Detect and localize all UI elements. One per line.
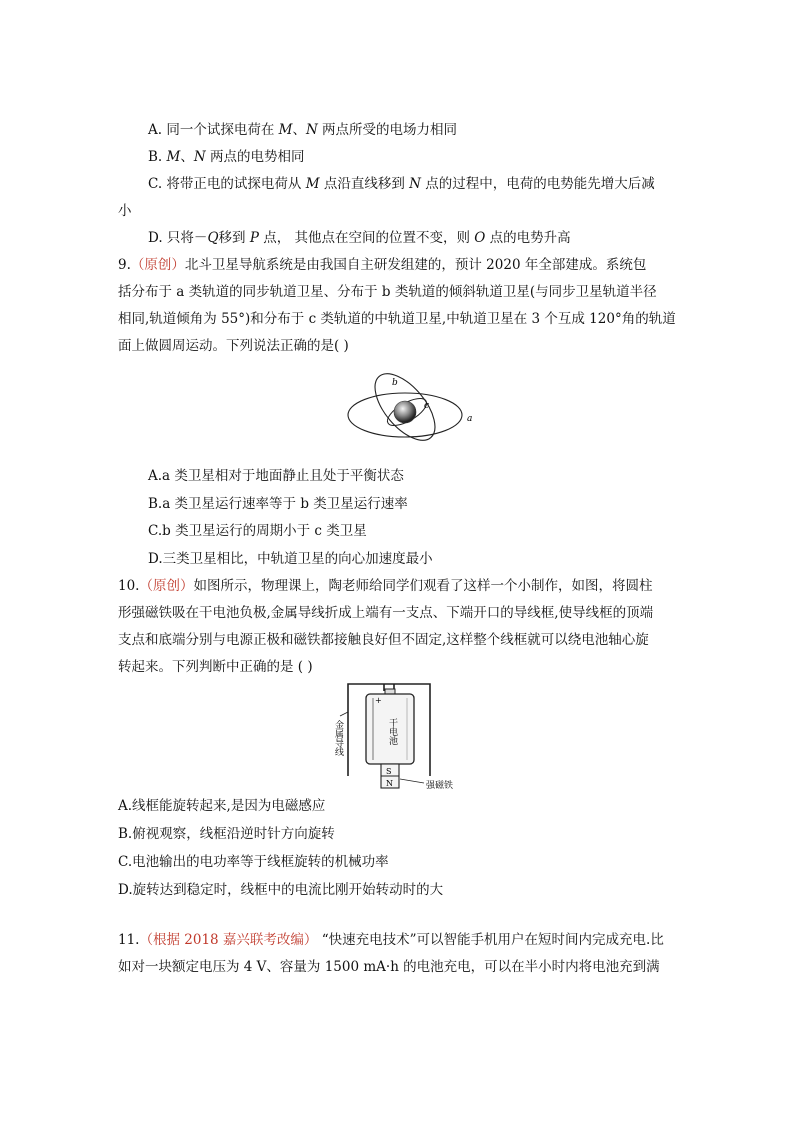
orbit-c-label: c	[424, 401, 430, 411]
q10-stem-line-4: 转起来。下列判断中正确的是 ( )	[118, 659, 313, 675]
q10-tag: （原创）	[139, 578, 194, 594]
q10-stem-line-1: 10.（原创）如图所示，物理课上，陶老师给同学们观看了这样一个小制作，如图，将圆柱	[118, 578, 653, 594]
q9-option-d: D.三类卫星相比，中轨道卫星的向心加速度最小	[148, 551, 433, 567]
q9-stem-line-3: 相同,轨道倾角为 55°)和分布于 c 类轨道的中轨道卫星,中轨道卫星在 3 个互成 120°角的轨道	[118, 311, 676, 327]
q10-number: 10.	[118, 578, 140, 594]
q10-option-c: C.电池输出的电功率等于线框旋转的机械功率	[118, 854, 389, 870]
q10-battery-figure	[326, 684, 486, 794]
q8-option-a: A. 同一个试探电荷在 M、N 两点所受的电场力相同	[148, 122, 458, 138]
q9-option-a: A.a 类卫星相对于地面静止且处于平衡状态	[148, 468, 404, 484]
q10-stem-line-2: 形强磁铁吸在干电池负极,金属导线折成上端有一支点、下端开口的导线框,使导线框的顶端	[118, 605, 654, 621]
positive-terminal: +	[375, 696, 382, 705]
q8-option-b: B. M、N 两点的电势相同	[148, 149, 305, 165]
q9-stem-line-1: 9.（原创）北斗卫星导航系统是由我国自主研发组建的，预计 2020 年全部建成。系统包	[118, 257, 647, 273]
q9-stem-line-2: 括分布于 a 类轨道的同步轨道卫星、分布于 b 类轨道的倾斜轨道卫星(与同步卫星轨道半径	[118, 284, 657, 300]
q8-option-c-cont: 小	[118, 203, 132, 219]
q11-stem-line-2: 如对一块额定电压为 4 V、容量为 1500 mA·h 的电池充电，可以在半小时内将电池充到满	[118, 959, 660, 975]
q11-stem-line-1: 11.（根据 2018 嘉兴联考改编） “快速充电技术”可以智能手机用户在短时间内完成充电.比	[118, 932, 664, 948]
q10-option-d: D.旋转达到稳定时，线框中的电流比刚开始转动时的大	[118, 882, 444, 898]
q9-option-b: B.a 类卫星运行速率等于 b 类卫星运行速率	[148, 496, 408, 512]
q10-option-a: A.线框能旋转起来,是因为电磁感应	[118, 798, 326, 814]
magnet-label: 强磁铁	[426, 781, 454, 791]
q8-option-d: D. 只将－Q移到 P 点， 其他点在空间的位置不变，则 O 点的电势升高	[148, 230, 571, 246]
q11-number: 11.	[118, 932, 140, 948]
orbit-b-label: b	[392, 378, 398, 388]
battery-cap	[385, 689, 395, 694]
q8-option-c: C. 将带正电的试探电荷从 M 点沿直线移到 N 点的过程中，电荷的电势能先增大后减	[148, 176, 655, 192]
orbit-a-label: a	[467, 414, 473, 424]
q9-tag: （原创）	[130, 257, 185, 273]
battery-label: 干电池	[387, 718, 397, 745]
magnet-s-pole: S	[386, 767, 392, 776]
q9-option-c: C.b 类卫星运行的周期小于 c 类卫星	[148, 523, 367, 539]
q9-number: 9.	[118, 257, 131, 273]
q9-stem-line-4: 面上做圆周运动。下列说法正确的是( )	[118, 338, 349, 354]
earth-icon	[394, 401, 416, 423]
q11-tag: （根据 2018 嘉兴联考改编）	[139, 932, 318, 948]
magnet-n-pole: N	[386, 779, 393, 788]
q9-orbit-figure	[340, 360, 500, 450]
wire-label: 金属导线	[333, 720, 343, 756]
q10-option-b: B.俯视观察，线框沿逆时针方向旋转	[118, 826, 335, 842]
q10-stem-line-3: 支点和底端分别与电源正极和磁铁都接触良好但不固定,这样整个线框就可以绕电池轴心旋	[118, 632, 649, 648]
